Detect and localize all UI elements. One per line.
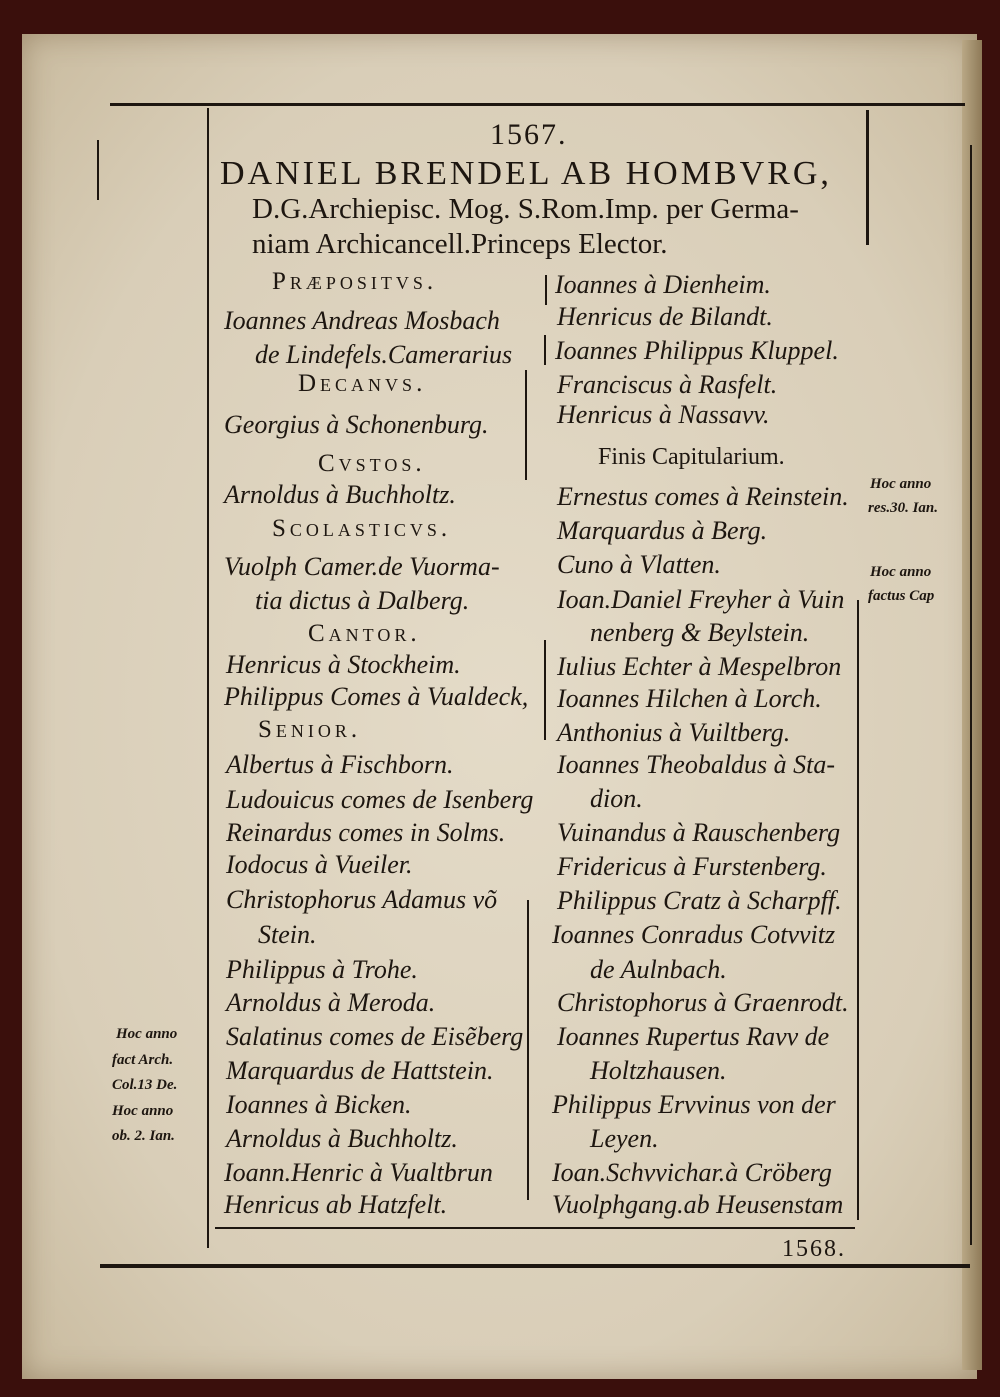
title-line-3: niam Archicancell.Princeps Elector. [252, 228, 668, 260]
member-entry: Henricus à Stockheim. [226, 650, 461, 679]
member-entry: de Aulnbach. [590, 955, 727, 984]
page-number-bottom: 1568. [782, 1236, 846, 1262]
right-col-bar-3 [544, 640, 546, 740]
section-heading: Cvstos. [318, 450, 426, 477]
member-entry: Marquardus à Berg. [557, 516, 768, 545]
member-entry: Christophorus à Graenrodt. [557, 988, 849, 1017]
section-heading: Senior. [258, 716, 362, 743]
right-frame-line-lower [857, 600, 859, 1220]
member-entry: Ioan.Daniel Freyher à Vuin [557, 585, 845, 614]
section-end-note: Finis Capitularium. [598, 444, 785, 470]
member-entry: Vuolphgang.ab Heusenstam [552, 1190, 844, 1219]
member-entry: Henricus à Nassavv. [557, 400, 770, 429]
right-margin-note: Hoc anno [870, 476, 932, 492]
page-title: DANIEL BRENDEL AB HOMBVRG, [220, 155, 832, 192]
member-entry: Arnoldus à Buchholtz. [226, 1124, 458, 1153]
member-entry: Philippus Cratz à Scharpff. [557, 886, 842, 915]
member-entry: Cuno à Vlatten. [557, 550, 721, 579]
right-frame-line [866, 110, 869, 245]
member-entry: Ioannes à Bicken. [226, 1090, 412, 1119]
member-entry: Arnoldus à Meroda. [226, 988, 436, 1017]
member-entry: Arnoldus à Buchholtz. [224, 480, 456, 509]
member-entry: Georgius à Schonenburg. [224, 410, 489, 439]
member-entry: Vuinandus à Rauschenberg [557, 818, 841, 847]
section-heading: Scolasticvs. [272, 515, 452, 542]
member-entry: Albertus à Fischborn. [226, 750, 454, 779]
member-entry: Vuolph Camer.de Vuorma- [224, 552, 500, 581]
member-entry: Ernestus comes à Reinstein. [557, 482, 849, 511]
column-divider-lower [527, 900, 529, 1200]
member-entry: Philippus Ervvinus von der [552, 1090, 836, 1119]
member-entry: Iodocus à Vueiler. [226, 850, 413, 879]
bottom-rule [100, 1264, 970, 1268]
member-entry: Ioannes Rupertus Ravv de [557, 1022, 830, 1051]
left-margin-note: Col.13 De. [112, 1077, 178, 1093]
member-entry: Reinardus comes in Solms. [226, 818, 506, 847]
title-line-2: D.G.Archiepisc. Mog. S.Rom.Imp. per Germa- [252, 193, 799, 225]
right-margin-note: res.30. Ian. [868, 500, 939, 516]
left-margin-bar [97, 140, 99, 200]
member-entry: Ioan.Schvvichar.à Cröberg [552, 1158, 832, 1187]
section-heading: Decanvs. [298, 370, 427, 397]
member-entry: Anthonius à Vuiltberg. [557, 718, 791, 747]
left-margin-note: ob. 2. Ian. [112, 1128, 175, 1144]
top-rule [110, 103, 965, 106]
page-number-top: 1567. [490, 118, 568, 151]
member-entry: Ioannes Hilchen à Lorch. [557, 684, 822, 713]
member-entry: Christophorus Adamus võ [226, 885, 498, 914]
column-divider-upper [525, 370, 527, 480]
member-entry: Ioannes Philippus Kluppel. [555, 336, 839, 365]
member-entry: Ioannes Andreas Mosbach [224, 306, 500, 335]
member-entry: Philippus à Trohe. [226, 955, 418, 984]
member-entry: Philippus Comes à Vualdeck, [224, 682, 529, 711]
member-entry: Franciscus à Rasfelt. [557, 370, 778, 399]
right-edge-bar [970, 145, 972, 1245]
right-margin-note: factus Cap [868, 588, 935, 604]
right-margin-note: Hoc anno [870, 564, 932, 580]
member-entry: Fridericus à Furstenberg. [557, 852, 827, 881]
section-heading: Præpositvs. [272, 268, 438, 295]
member-entry: nenberg & Beylstein. [590, 618, 810, 647]
member-entry: Ludouicus comes de Isenberg [226, 785, 534, 814]
section-heading: Cantor. [308, 620, 421, 647]
member-entry: de Lindefels.Camerarius [255, 340, 513, 369]
member-entry: Ioannes Conradus Cotvvitz [552, 920, 836, 949]
left-margin-note: Hoc anno [112, 1103, 174, 1119]
member-entry: Stein. [258, 920, 317, 949]
page-edge [962, 40, 982, 1370]
left-margin-note: fact Arch. [112, 1052, 174, 1068]
member-entry: Holtzhausen. [590, 1056, 727, 1085]
member-entry: Leyen. [590, 1124, 659, 1153]
member-entry: Ioann.Henric à Vualtbrun [224, 1158, 493, 1187]
right-col-bar-1 [545, 275, 547, 305]
left-frame-line [207, 108, 209, 1248]
member-entry: dion. [590, 784, 643, 813]
left-margin-note: Hoc anno [116, 1026, 178, 1042]
member-entry: tia dictus à Dalberg. [255, 586, 470, 615]
member-entry: Salatinus comes de Eisẽberg [226, 1022, 524, 1051]
member-entry: Marquardus de Hattstein. [226, 1056, 494, 1085]
member-entry: Iulius Echter à Mespelbron [557, 652, 842, 681]
member-entry: Ioannes à Dienheim. [555, 270, 771, 299]
right-col-bar-2 [544, 335, 546, 365]
member-entry: Ioannes Theobaldus à Sta- [557, 750, 836, 779]
text-bottom-rule [215, 1227, 855, 1229]
member-entry: Henricus de Bilandt. [557, 302, 773, 331]
member-entry: Henricus ab Hatzfelt. [224, 1190, 448, 1219]
